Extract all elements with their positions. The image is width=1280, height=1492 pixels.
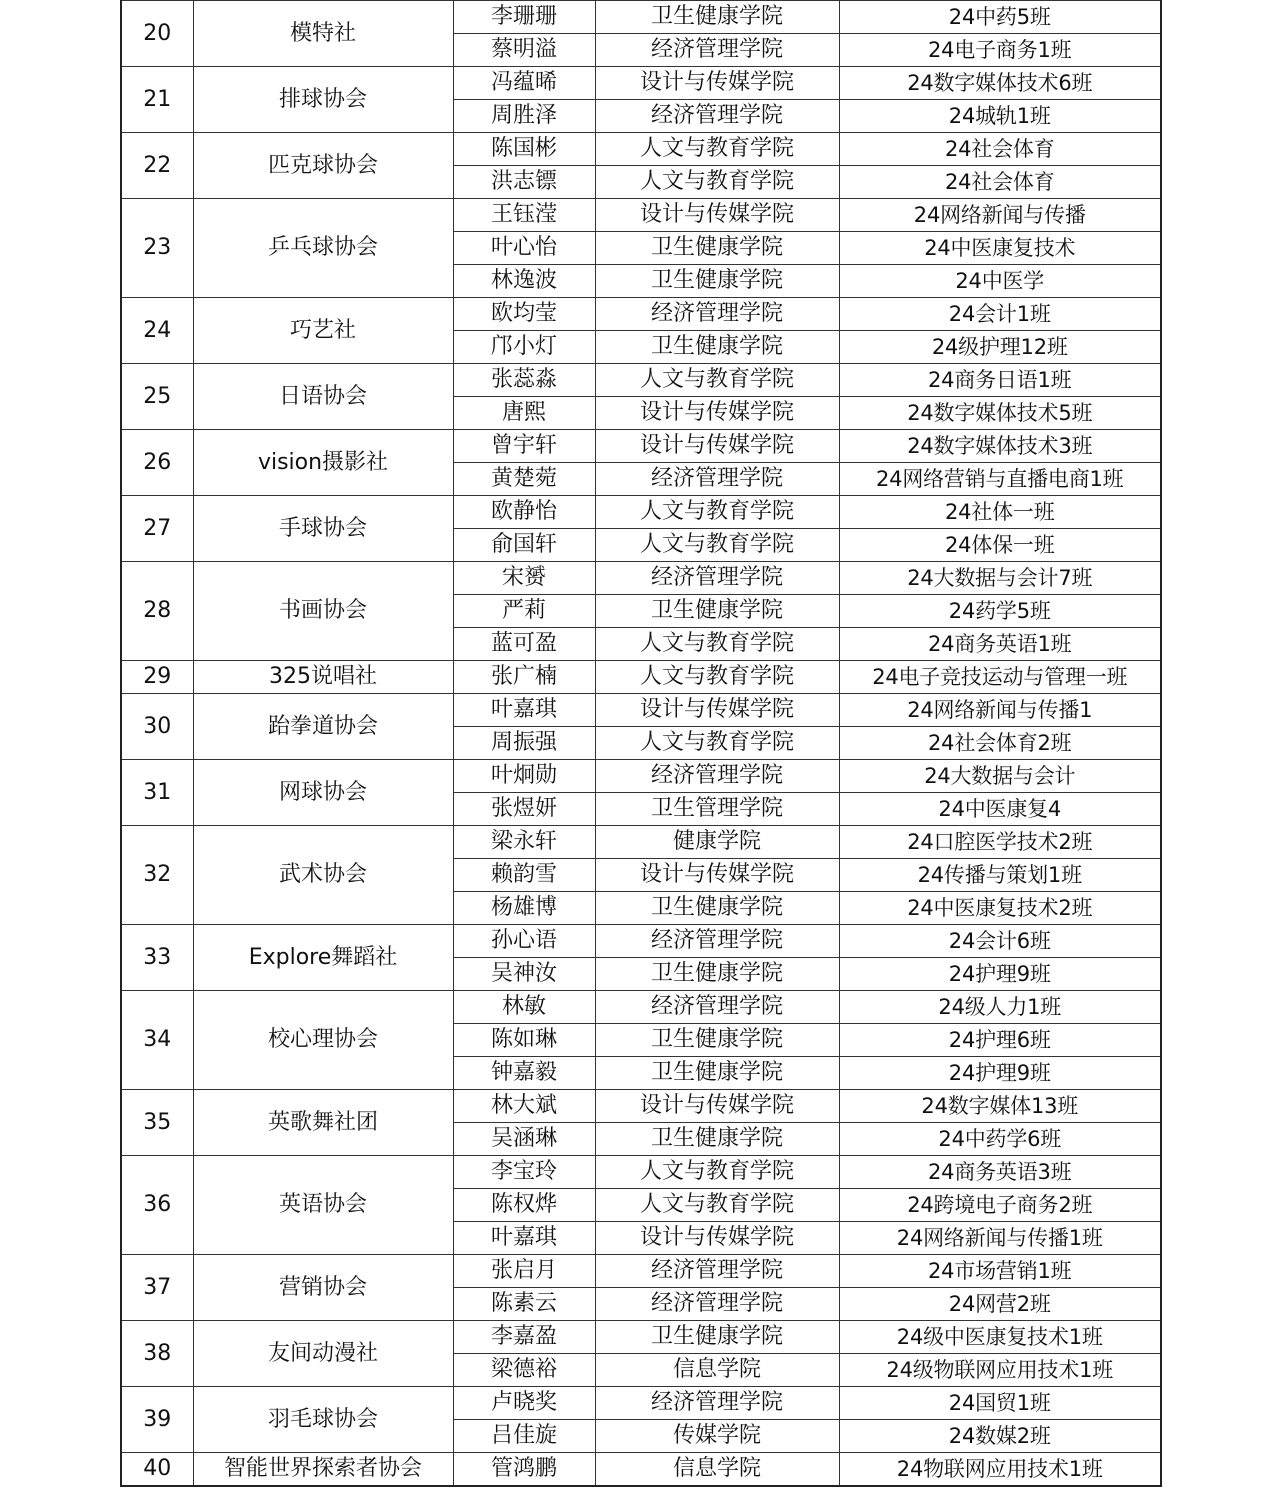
member-college-cell: 设计与传媒学院 <box>595 1090 839 1123</box>
member-college-cell: 经济管理学院 <box>595 100 839 133</box>
table-row <box>121 562 1161 595</box>
member-name-cell: 陈国彬 <box>453 133 595 166</box>
club-number-cell: 39 <box>121 1387 193 1453</box>
club-number-cell: 24 <box>121 298 193 364</box>
club-number-cell: 33 <box>121 925 193 991</box>
member-class-cell: 24中药学6班 <box>839 1123 1161 1156</box>
member-class-cell: 24中药5班 <box>839 1 1161 34</box>
member-class-cell: 24数字媒体技术3班 <box>839 430 1161 463</box>
member-college-cell: 卫生健康学院 <box>595 1123 839 1156</box>
member-class-cell: 24级中医康复技术1班 <box>839 1321 1161 1354</box>
club-name-cell: 书画协会 <box>193 562 453 661</box>
member-class-cell: 24中医康复技术2班 <box>839 892 1161 925</box>
member-name-cell: 俞国轩 <box>453 529 595 562</box>
member-college-cell: 经济管理学院 <box>595 760 839 793</box>
member-college-cell: 设计与传媒学院 <box>595 199 839 232</box>
member-name-cell: 杨雄博 <box>453 892 595 925</box>
member-name-cell: 叶嘉琪 <box>453 1222 595 1255</box>
member-name-cell: 赖韵雪 <box>453 859 595 892</box>
member-college-cell: 卫生健康学院 <box>595 331 839 364</box>
member-college-cell: 健康学院 <box>595 826 839 859</box>
club-name-cell: 友间动漫社 <box>193 1321 453 1387</box>
club-number-cell: 29 <box>121 661 193 694</box>
member-class-cell: 24电子竞技运动与管理一班 <box>839 661 1161 694</box>
member-class-cell: 24中医康复技术 <box>839 232 1161 265</box>
table-row <box>121 298 1161 331</box>
member-class-cell: 24商务日语1班 <box>839 364 1161 397</box>
member-college-cell: 经济管理学院 <box>595 1255 839 1288</box>
club-name-cell: 羽毛球协会 <box>193 1387 453 1453</box>
club-name-cell: 匹克球协会 <box>193 133 453 199</box>
table-row <box>121 760 1161 793</box>
member-class-cell: 24数媒2班 <box>839 1420 1161 1453</box>
club-number-cell: 27 <box>121 496 193 562</box>
member-name-cell: 梁永轩 <box>453 826 595 859</box>
member-college-cell: 设计与传媒学院 <box>595 859 839 892</box>
member-class-cell: 24护理9班 <box>839 1057 1161 1090</box>
member-class-cell: 24护理9班 <box>839 958 1161 991</box>
member-name-cell: 周胜泽 <box>453 100 595 133</box>
member-class-cell: 24网络新闻与传播1班 <box>839 1222 1161 1255</box>
member-class-cell: 24网营2班 <box>839 1288 1161 1321</box>
member-name-cell: 冯蕴晞 <box>453 67 595 100</box>
club-number-cell: 40 <box>121 1453 193 1487</box>
club-member-table <box>120 0 1162 1487</box>
member-college-cell: 信息学院 <box>595 1354 839 1387</box>
table-row <box>121 133 1161 166</box>
club-name-cell: 校心理协会 <box>193 991 453 1090</box>
table-row <box>121 67 1161 100</box>
member-name-cell: 严莉 <box>453 595 595 628</box>
member-name-cell: 洪志镖 <box>453 166 595 199</box>
member-college-cell: 经济管理学院 <box>595 34 839 67</box>
table-row <box>121 1453 1161 1487</box>
table-row <box>121 1 1161 34</box>
member-class-cell: 24会计6班 <box>839 925 1161 958</box>
member-college-cell: 人文与教育学院 <box>595 133 839 166</box>
club-number-cell: 20 <box>121 1 193 67</box>
member-college-cell: 人文与教育学院 <box>595 364 839 397</box>
member-class-cell: 24电子商务1班 <box>839 34 1161 67</box>
member-name-cell: 吕佳旋 <box>453 1420 595 1453</box>
member-name-cell: 卢晓奖 <box>453 1387 595 1420</box>
member-name-cell: 李嘉盈 <box>453 1321 595 1354</box>
member-name-cell: 蔡明溢 <box>453 34 595 67</box>
club-number-cell: 34 <box>121 991 193 1090</box>
club-number-cell: 26 <box>121 430 193 496</box>
club-name-cell: 智能世界探索者协会 <box>193 1453 453 1487</box>
member-college-cell: 卫生健康学院 <box>595 1321 839 1354</box>
club-number-cell: 38 <box>121 1321 193 1387</box>
member-class-cell: 24社会体育 <box>839 166 1161 199</box>
table-row <box>121 430 1161 463</box>
club-number-cell: 21 <box>121 67 193 133</box>
member-name-cell: 王钰滢 <box>453 199 595 232</box>
member-class-cell: 24级护理12班 <box>839 331 1161 364</box>
table-row <box>121 661 1161 694</box>
club-name-cell: 排球协会 <box>193 67 453 133</box>
club-name-cell: 日语协会 <box>193 364 453 430</box>
member-college-cell: 人文与教育学院 <box>595 727 839 760</box>
member-name-cell: 欧静怡 <box>453 496 595 529</box>
member-name-cell: 李珊珊 <box>453 1 595 34</box>
member-name-cell: 孙心语 <box>453 925 595 958</box>
member-class-cell: 24传播与策划1班 <box>839 859 1161 892</box>
member-class-cell: 24网络营销与直播电商1班 <box>839 463 1161 496</box>
member-college-cell: 设计与传媒学院 <box>595 67 839 100</box>
club-name-cell: 英语协会 <box>193 1156 453 1255</box>
member-name-cell: 邝小灯 <box>453 331 595 364</box>
member-name-cell: 林大斌 <box>453 1090 595 1123</box>
member-name-cell: 吴涵琳 <box>453 1123 595 1156</box>
member-class-cell: 24大数据与会计 <box>839 760 1161 793</box>
member-name-cell: 唐熙 <box>453 397 595 430</box>
member-college-cell: 经济管理学院 <box>595 925 839 958</box>
member-college-cell: 人文与教育学院 <box>595 628 839 661</box>
club-number-cell: 31 <box>121 760 193 826</box>
club-number-cell: 36 <box>121 1156 193 1255</box>
member-college-cell: 经济管理学院 <box>595 463 839 496</box>
member-class-cell: 24跨境电子商务2班 <box>839 1189 1161 1222</box>
member-class-cell: 24中医学 <box>839 265 1161 298</box>
member-name-cell: 梁德裕 <box>453 1354 595 1387</box>
table-row <box>121 364 1161 397</box>
member-college-cell: 设计与传媒学院 <box>595 1222 839 1255</box>
member-name-cell: 张蕊淼 <box>453 364 595 397</box>
member-class-cell: 24城轨1班 <box>839 100 1161 133</box>
club-number-cell: 30 <box>121 694 193 760</box>
member-class-cell: 24大数据与会计7班 <box>839 562 1161 595</box>
member-college-cell: 卫生健康学院 <box>595 1024 839 1057</box>
member-college-cell: 设计与传媒学院 <box>595 430 839 463</box>
club-name-cell: 武术协会 <box>193 826 453 925</box>
table-row <box>121 496 1161 529</box>
member-college-cell: 传媒学院 <box>595 1420 839 1453</box>
member-name-cell: 林敏 <box>453 991 595 1024</box>
member-class-cell: 24商务英语3班 <box>839 1156 1161 1189</box>
club-name-cell: 巧艺社 <box>193 298 453 364</box>
member-college-cell: 信息学院 <box>595 1453 839 1487</box>
member-college-cell: 设计与传媒学院 <box>595 694 839 727</box>
member-college-cell: 人文与教育学院 <box>595 496 839 529</box>
member-class-cell: 24药学5班 <box>839 595 1161 628</box>
member-name-cell: 叶心怡 <box>453 232 595 265</box>
member-name-cell: 吴神汝 <box>453 958 595 991</box>
table-row <box>121 1321 1161 1354</box>
club-name-cell: 网球协会 <box>193 760 453 826</box>
member-class-cell: 24数字媒体技术5班 <box>839 397 1161 430</box>
table-body <box>121 1 1161 1487</box>
member-class-cell: 24网络新闻与传播1 <box>839 694 1161 727</box>
member-college-cell: 人文与教育学院 <box>595 661 839 694</box>
member-name-cell: 张煜妍 <box>453 793 595 826</box>
member-class-cell: 24市场营销1班 <box>839 1255 1161 1288</box>
club-name-cell: 手球协会 <box>193 496 453 562</box>
member-college-cell: 人文与教育学院 <box>595 529 839 562</box>
club-name-cell: 模特社 <box>193 1 453 67</box>
member-class-cell: 24级人力1班 <box>839 991 1161 1024</box>
member-college-cell: 卫生健康学院 <box>595 595 839 628</box>
member-college-cell: 卫生管理学院 <box>595 793 839 826</box>
club-number-cell: 22 <box>121 133 193 199</box>
member-college-cell: 人文与教育学院 <box>595 166 839 199</box>
table-row <box>121 826 1161 859</box>
member-college-cell: 卫生健康学院 <box>595 958 839 991</box>
club-name-cell: 跆拳道协会 <box>193 694 453 760</box>
club-number-cell: 23 <box>121 199 193 298</box>
table-row <box>121 925 1161 958</box>
member-class-cell: 24数字媒体技术6班 <box>839 67 1161 100</box>
member-name-cell: 叶炯勋 <box>453 760 595 793</box>
member-college-cell: 人文与教育学院 <box>595 1189 839 1222</box>
club-number-cell: 28 <box>121 562 193 661</box>
member-college-cell: 卫生健康学院 <box>595 232 839 265</box>
member-name-cell: 黄楚菀 <box>453 463 595 496</box>
member-class-cell: 24会计1班 <box>839 298 1161 331</box>
member-name-cell: 陈如琳 <box>453 1024 595 1057</box>
member-name-cell: 陈素云 <box>453 1288 595 1321</box>
table-row <box>121 1255 1161 1288</box>
club-name-cell: vision摄影社 <box>193 430 453 496</box>
member-college-cell: 卫生健康学院 <box>595 892 839 925</box>
member-college-cell: 经济管理学院 <box>595 1387 839 1420</box>
member-class-cell: 24护理6班 <box>839 1024 1161 1057</box>
table-row <box>121 1090 1161 1123</box>
member-class-cell: 24体保一班 <box>839 529 1161 562</box>
table-row <box>121 991 1161 1024</box>
table-row <box>121 694 1161 727</box>
member-name-cell: 李宝玲 <box>453 1156 595 1189</box>
member-name-cell: 曾宇轩 <box>453 430 595 463</box>
member-class-cell: 24级物联网应用技术1班 <box>839 1354 1161 1387</box>
club-number-cell: 35 <box>121 1090 193 1156</box>
member-class-cell: 24物联网应用技术1班 <box>839 1453 1161 1487</box>
member-class-cell: 24中医康复4 <box>839 793 1161 826</box>
member-college-cell: 经济管理学院 <box>595 1288 839 1321</box>
member-class-cell: 24商务英语1班 <box>839 628 1161 661</box>
member-name-cell: 钟嘉毅 <box>453 1057 595 1090</box>
member-name-cell: 张广楠 <box>453 661 595 694</box>
club-name-cell: Explore舞蹈社 <box>193 925 453 991</box>
member-class-cell: 24社会体育 <box>839 133 1161 166</box>
member-class-cell: 24口腔医学技术2班 <box>839 826 1161 859</box>
member-class-cell: 24国贸1班 <box>839 1387 1161 1420</box>
table-row <box>121 1387 1161 1420</box>
member-name-cell: 蓝可盈 <box>453 628 595 661</box>
member-name-cell: 林逸波 <box>453 265 595 298</box>
member-name-cell: 周振强 <box>453 727 595 760</box>
club-name-cell: 营销协会 <box>193 1255 453 1321</box>
member-class-cell: 24社体一班 <box>839 496 1161 529</box>
member-name-cell: 管鸿鹏 <box>453 1453 595 1487</box>
club-name-cell: 乒乓球协会 <box>193 199 453 298</box>
club-name-cell: 英歌舞社团 <box>193 1090 453 1156</box>
member-name-cell: 宋赟 <box>453 562 595 595</box>
member-college-cell: 人文与教育学院 <box>595 1156 839 1189</box>
table-row <box>121 1156 1161 1189</box>
member-college-cell: 经济管理学院 <box>595 562 839 595</box>
member-college-cell: 设计与传媒学院 <box>595 397 839 430</box>
member-name-cell: 叶嘉琪 <box>453 694 595 727</box>
member-class-cell: 24社会体育2班 <box>839 727 1161 760</box>
member-class-cell: 24数字媒体13班 <box>839 1090 1161 1123</box>
member-college-cell: 卫生健康学院 <box>595 1057 839 1090</box>
member-college-cell: 经济管理学院 <box>595 991 839 1024</box>
member-college-cell: 经济管理学院 <box>595 298 839 331</box>
member-college-cell: 卫生健康学院 <box>595 265 839 298</box>
club-number-cell: 32 <box>121 826 193 925</box>
member-college-cell: 卫生健康学院 <box>595 1 839 34</box>
club-name-cell: 325说唱社 <box>193 661 453 694</box>
member-class-cell: 24网络新闻与传播 <box>839 199 1161 232</box>
member-name-cell: 欧均莹 <box>453 298 595 331</box>
member-name-cell: 陈权烨 <box>453 1189 595 1222</box>
table-row <box>121 199 1161 232</box>
club-number-cell: 25 <box>121 364 193 430</box>
member-name-cell: 张启月 <box>453 1255 595 1288</box>
club-number-cell: 37 <box>121 1255 193 1321</box>
